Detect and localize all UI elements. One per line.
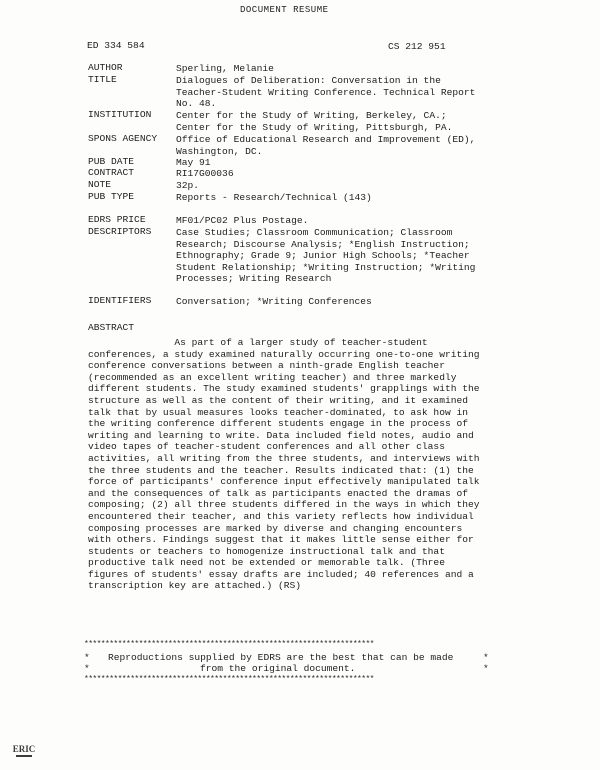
notice-border-bottom: ********************************************************************* xyxy=(84,675,374,684)
document-title: DOCUMENT RESUME xyxy=(240,5,329,15)
ed-number: ED 334 584 xyxy=(87,40,145,51)
cs-number: CS 212 951 xyxy=(388,41,446,52)
contract-value: RI17G00036 xyxy=(176,168,234,179)
institution-label: INSTITUTION xyxy=(88,109,152,120)
edrs-price-value: MF01/PC02 Plus Postage. xyxy=(176,215,309,226)
notice-line-1: Reproductions supplied by EDRS are the best that can be made xyxy=(108,652,454,663)
pub-type-label: PUB TYPE xyxy=(88,191,135,202)
svg-text:ERIC: ERIC xyxy=(12,744,36,754)
institution-value: Center for the Study of Writing, Berkeley, CA.; Center for the Study of Writing, Pittsburgh, PA. xyxy=(176,110,453,133)
identifiers-label: IDENTIFIERS xyxy=(88,295,152,306)
eric-logo-icon xyxy=(14,740,34,760)
notice-bullet-right-2: * xyxy=(483,663,489,674)
author-label: AUTHOR xyxy=(88,62,123,73)
identifiers-value: Conversation; *Writing Conferences xyxy=(176,296,372,307)
pub-date-value: May 91 xyxy=(176,157,211,168)
descriptors-label: DESCRIPTORS xyxy=(88,226,152,237)
abstract-label: ABSTRACT xyxy=(88,322,135,333)
note-value: 32p. xyxy=(176,180,200,191)
spons-agency-label: SPONS AGENCY xyxy=(88,133,158,144)
title-value: Dialogues of Deliberation: Conversation in the Teacher-Student Writing Conference. Technical Report No. 48. xyxy=(176,75,476,109)
author-value: Sperling, Melanie xyxy=(176,63,274,74)
spons-agency-value: Office of Educational Research and Improvement (ED), Washington, DC. xyxy=(176,134,476,157)
notice-bullet-left: * xyxy=(84,652,90,663)
notice-line-2: from the original document. xyxy=(200,663,356,674)
contract-label: CONTRACT xyxy=(88,167,135,178)
abstract-text: As part of a larger study of teacher-student conferences, a study examined naturally occurring one-to-one writing conference conversations between a ninth-grade English teacher (recommended as an excellent writing teacher) and three markedly different students. The study examined students' grapplings with the structure as well as the content of their writing, and it examined talk that by usual measures looks teacher-dominated, to ask how in the writing conference different students engage in the process of writing and learning to write. Data included field notes, audio and video tapes of teacher-student conferences and all other class activities, all writing from the three students, and interviews with the three students and the teacher. Results indicated that: (1) the force of participants' conference input effectively manipulated talk and the consequences of talk as participants enacted the dramas of composing; (2) all three students differed in the ways in which they encountered their teacher, and this variety reflects how individual composing processes are marked by diverse and changing encounters with others. Findings suggest that it makes little sense either for students or teachers to homogenize instructional talk and that productive talk need not be extended or memorable talk. (Three figures of students' essay drafts are included; 40 references and a transcription key are attached.) (RS) xyxy=(88,337,480,592)
edrs-price-label: EDRS PRICE xyxy=(88,214,146,225)
pub-type-value: Reports - Research/Technical (143) xyxy=(176,192,372,203)
pub-date-label: PUB DATE xyxy=(88,156,135,167)
notice-border-top: ********************************************************************* xyxy=(84,640,374,649)
title-label: TITLE xyxy=(88,74,117,85)
notice-bullet-right: * xyxy=(483,652,489,663)
note-label: NOTE xyxy=(88,179,112,190)
descriptors-value: Case Studies; Classroom Communication; Classroom Research; Discourse Analysis; *English Instruction; Ethnography; Grade 9; Junior High Schools; *Teacher Student Relationship; *Writing Instruction; *Writing Processes; Writing Research xyxy=(176,227,476,284)
notice-bullet-left-2: * xyxy=(84,663,90,674)
